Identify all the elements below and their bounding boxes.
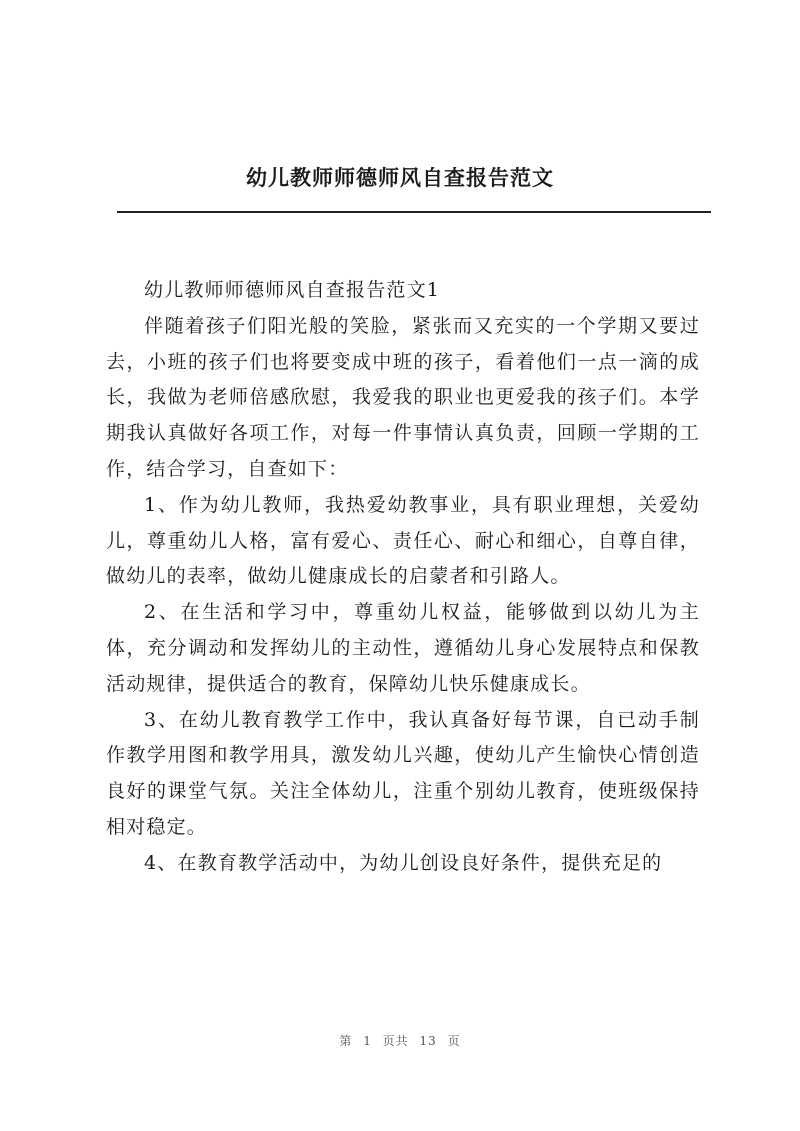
document-title: 幼儿教师师德师风自查报告范文 [246, 165, 554, 190]
paragraph-item-3: 3、在幼儿教育教学工作中，我认真备好每节课，自已动手制作教学用图和教学用具，激发幼儿兴趣，使幼儿产生愉快心情创造良好的课堂气氛。关注全体幼儿，注重个别幼儿教育，使班级保持相对稳定。 [106, 708, 700, 838]
page-number-footer: 第 1 页共 13 页 [339, 1034, 461, 1048]
paragraph-item-4: 4、在教育教学活动中，为幼儿创设良好条件，提供充足的 [144, 851, 663, 874]
paragraph-intro: 伴随着孩子们阳光般的笑脸，紧张而又充实的一个学期又要过去，小班的孩子们也将要变成中班的孩子，看着他们一点一滴的成长，我做为老师倍感欣慰，我爱我的职业也更爱我的孩子们。本学期我认真做好各项工作，对每一件事情认真负责，回顾一学期的工作，结合学习，自查如下： [106, 314, 700, 480]
document-body [106, 273, 700, 882]
title-divider [117, 211, 711, 213]
paragraph-item-2: 2、在生活和学习中，尊重幼儿权益，能够做到以幼儿为主体，充分调动和发挥幼儿的主动性，遵循幼儿身心发展特点和保教活动规律，提供适合的教育，保障幼儿快乐健康成长。 [106, 601, 700, 695]
section-heading: 幼儿教师师德师风自查报告范文1 [144, 279, 441, 301]
paragraph-item-1: 1、作为幼儿教师，我热爱幼教事业，具有职业理想，关爱幼儿，尊重幼儿人格，富有爱心、责任心、耐心和细心，自尊自律，做幼儿的表率，做幼儿健康成长的启蒙者和引路人。 [106, 493, 700, 588]
